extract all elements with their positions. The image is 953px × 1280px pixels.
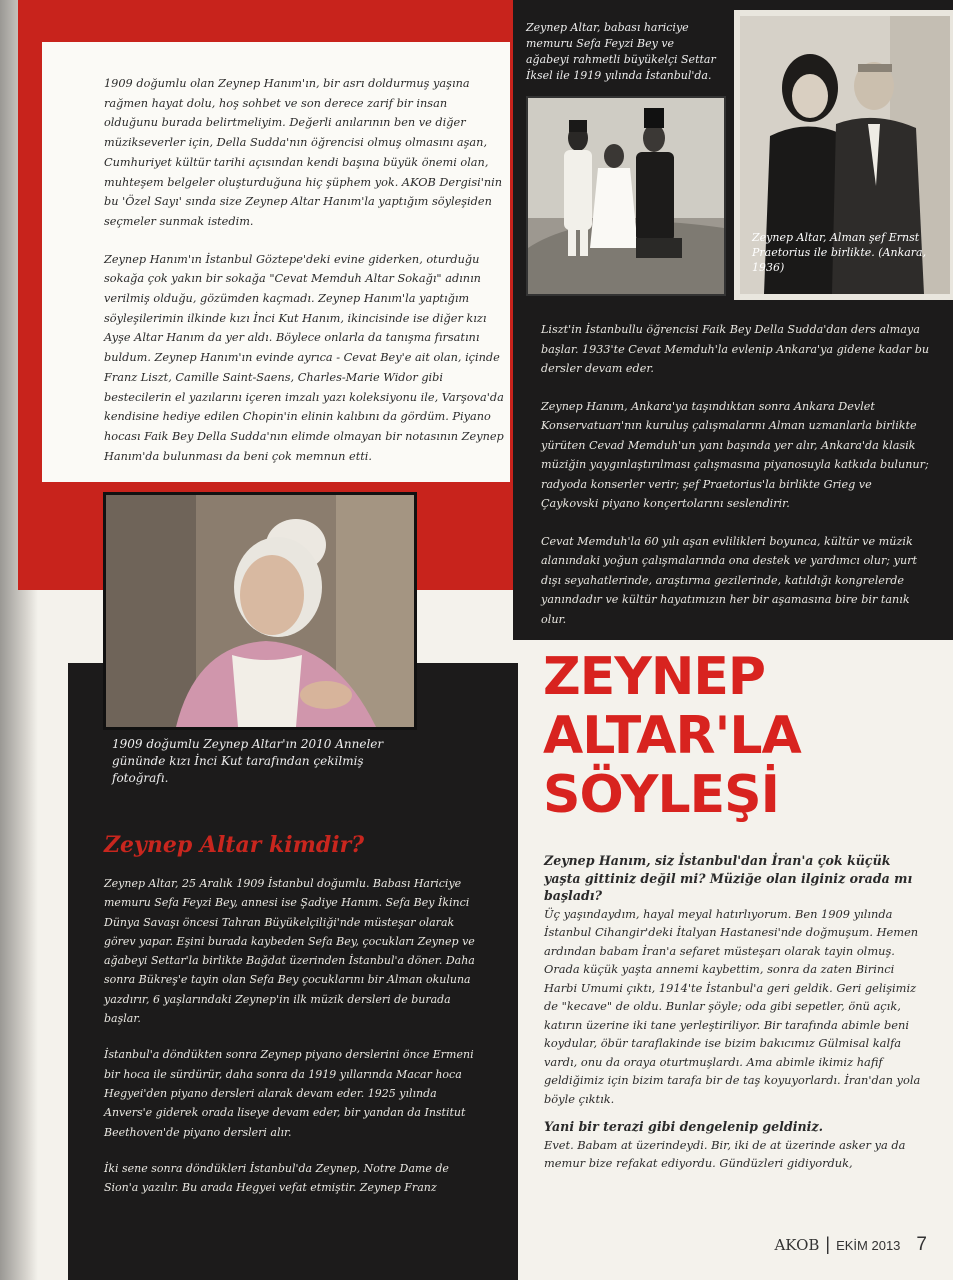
intro-paragraph-2: Zeynep Hanım'ın İstanbul Göztepe'deki evine giderken, oturduğu sokağa çok yakın bir sokağa "Cevat Memduh Altar Sokağı" adının verilmiş olduğu, gözümden kaçmadı. Zeynep Hanım'la yaptığım söyleşilerimin ilkinde kızı İnci Kut Hanım, ikincisinde ise diğer kızı Ayşe Altar Hanım da yer aldı. Böylece onlarla da tanışma fırsatını buldum. Zeynep Hanım'ın evinde ayrıca - Cevat Bey'e ait olan, içinde Franz Liszt, Camille Saint-Saens, Charles-Marie Widor gibi bestecilerin el yazılarını içeren imzalı yazı koleksiyonu ile, Varşova'da kendisine hediye edilen Chopin'in elinin kalıbını da gördüm. Piyano hocası Faik Bey Della Sudda'nın elimde olmayan bir notasının Zeynep Hanım'da bulunması da beni çok memnun etti. (104, 252, 504, 463)
footer-separator: | (825, 1234, 831, 1254)
biography-continued (541, 320, 931, 647)
sidebar-heading: Zeynep Altar kimdir? (104, 832, 365, 858)
sidebar-biography (104, 874, 484, 1214)
interview-answer-2: Evet. Babam at üzerindeydi. Bir, iki de at üzerinde asker ya da memur bize refakat ediyordu. Gündüzleri gidiyorduk, (544, 1137, 906, 1170)
interview-question-1: Zeynep Hanım, siz İstanbul'dan İran'a çok küçük yaşta gittiniz değil mi? Müziğe olan ilginiz orada mı başladı? (544, 853, 913, 903)
intro-text (104, 74, 504, 484)
family-photo-caption: Zeynep Altar, babası hariciye memuru Sefa Feyzi Bey ve ağabeyi rahmetli büyükelçi Settar İksel ile 1919 yılında İstanbul'da. (526, 21, 716, 82)
intro-paragraph-1: 1909 doğumlu olan Zeynep Hanım'ın, bir asrı doldurmuş yaşına rağmen hayat dolu, hoş sohbet ve son derece zarif bir insan olduğunu burada belirtmeliyim. Değerli anılarının ben ve diğer müzikseverler için, Della Sudda'nın öğrencisi olmuş olmasını aşan, Cumhuriyet kültür tarihi açısından kendi başına büyük önemi olan, muhteşem belgeler oluşturduğuna hiç şüphem yok. AKOB Dergisi'nin bu 'Özel Sayı' sında size Zeynep Altar Hanım'la yaptığım söyleşiden seçmeler sunmak istedim. (104, 77, 503, 228)
interview-answer-1: Üç yaşındaydım, hayal meyal hatırlıyorum. Ben 1909 yılında İstanbul Cihangir'deki İtalyan Hastanesi'nde doğmuşum. Hemen ardından babam İran'a sefaret müsteşarı olarak tayin olmuş. Orada küçük yaşta annemi kaybettim, sonra da zaten Birinci Harbi Umumi çıktı, 1914'te İstanbul'a geri geldik. Geri gelişimiz de "kecave" de oldu. Bunlar şöyle; oda gibi sepetler, önü açık, katırın üzerine iki tane yerleştiriliyor. Bir tarafında abimle beni koydular, öbür taraflakinde ise bizim bakıcımız Gülmisal kalfa vardı, onu da oraya oturtmuşlardı. Ama abimle ikimiz hafif geldiğimiz için bizim tarafa bir de taş koyuyorlardı. İran'dan yola böyle çıktık. (544, 906, 921, 1106)
sidebar-paragraph-1: Zeynep Altar, 25 Aralık 1909 İstanbul doğumlu. Babası Hariciye memuru Sefa Feyzi Bey, annesi ise Şadiye Hanım. Sefa Bey İkinci Dünya Savaşı öncesi Tahran Büyükelçiliği'nde müsteşar olarak görev yapar. Eşini burada kaybeden Sefa Bey, çocukları Zeynep ve ağabeyi Settar'la birlikte Bağdat üzerinden İstanbul'a döner. Daha sonra Bükreş'e tayin olan Sefa Bey çocuklarını bir Alman okuluna yazdırır, 6 yaşlarındaki Zeynep'in ilk müzik dersleri de burada başlar. (104, 877, 475, 1026)
title-line-3: SÖYLEŞİ (543, 765, 779, 825)
page-number: 7 (916, 1234, 927, 1255)
title-line-2: ALTAR'LA (543, 706, 801, 766)
page-footer (774, 1234, 927, 1256)
family-photo-illustration (528, 98, 724, 294)
biography-paragraph-1: Liszt'in İstanbullu öğrencisi Faik Bey Della Sudda'dan ders almaya başlar. 1933'te Cevat Memduh'la evlenip Ankara'ya gidene kadar bu dersler devam eder. (541, 323, 930, 375)
portrait-photo-caption: 1909 doğumlu Zeynep Altar'ın 2010 Anneler gününde kızı İnci Kut tarafından çekilmiş fotoğrafı. (112, 737, 384, 785)
sidebar-paragraph-2: İstanbul'a döndükten sonra Zeynep piyano derslerini önce Ermeni bir hoca ile sürdürür, daha sonra da 1919 yıllarında Macar hoca Hegyei'den piyano dersleri alarak devam eder. 1925 yılında Anvers'e giderek orada liseye devam eder, bir yandan da Institut Beethoven'de piyano dersleri alır. (104, 1048, 474, 1139)
article-title (543, 648, 843, 825)
magazine-name: AKOB (774, 1236, 820, 1254)
biography-paragraph-3: Cevat Memduh'la 60 yılı aşan evlilikleri boyunca, kültür ve müzik alanındaki yoğun çalışmalarında ona destek ve yardımcı olur; yurt dışı seyahatlerinde, araştırma gezilerinde, katıldığı kongrelerde yanındadır ve kültür hayatımızın her bir aşamasına bire bir tanık olur. (541, 534, 917, 626)
sidebar-paragraph-3: İki sene sonra döndükleri İstanbul'da Zeynep, Notre Dame de Sion'a yazılır. Bu arada Hegyei vefat etmiştir. Zeynep Franz (104, 1161, 449, 1195)
issue-date: EKİM 2013 (836, 1238, 901, 1253)
praetorius-photo-caption: Zeynep Altar, Alman şef Ernst Praetorius ile birlikte. (Ankara, 1936) (752, 231, 927, 274)
family-photo-1919 (526, 96, 726, 296)
biography-paragraph-2: Zeynep Hanım, Ankara'ya taşındıktan sonra Ankara Devlet Konservatuarı'nın kuruluş çalışmalarını Alman uzmanlarla birlikte yürüten Cevad Memduh'un yanı başında yer alır, Ankara'da klasik müziğin yaygınlaştırılması çalışmasına piyanosuyla katkıda bulunur; radyoda konserler verir; şef Praetorius'la birlikte Grieg ve Çaykovski piyano konçertolarını seslendirir. (541, 399, 929, 510)
portrait-photo-illustration (106, 495, 414, 727)
interview-text (544, 852, 929, 1183)
title-line-1: ZEYNEP (543, 647, 766, 707)
interview-question-2: Yani bir terazi gibi dengelenip geldiniz. (544, 1119, 824, 1134)
portrait-photo-2010 (103, 492, 417, 730)
